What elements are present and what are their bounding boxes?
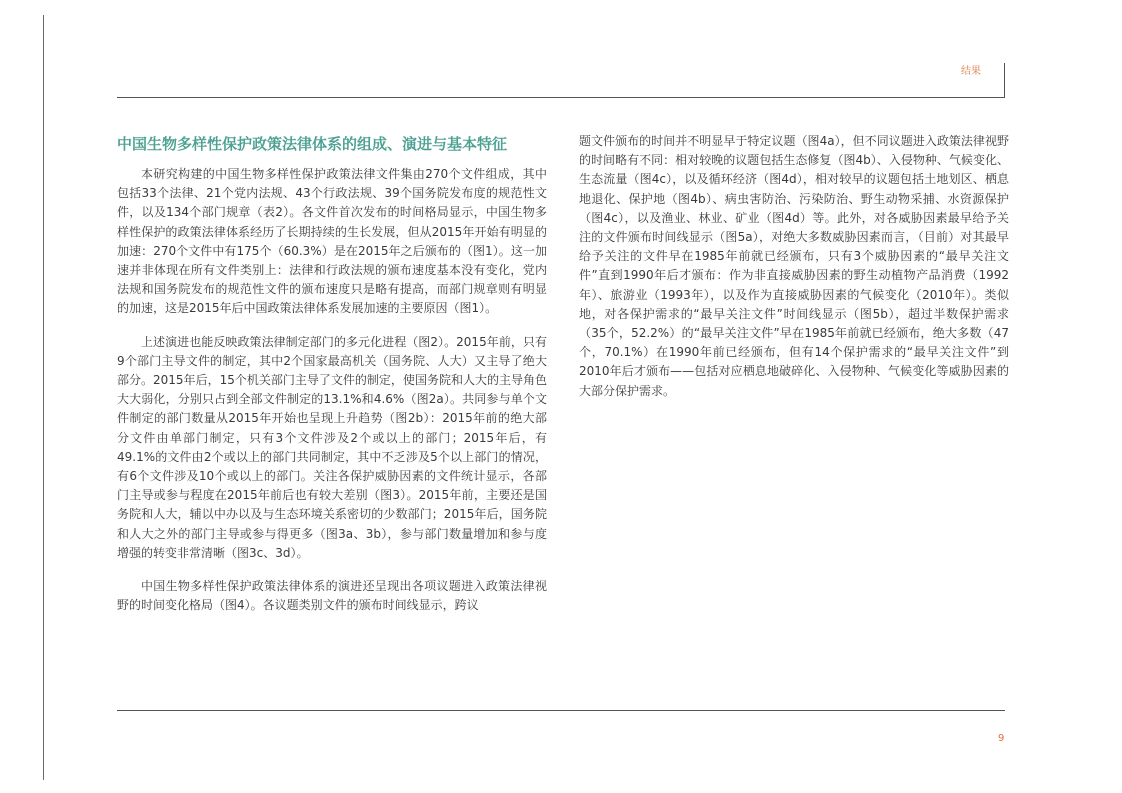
binding-line	[43, 15, 44, 780]
footer-rule	[117, 710, 1005, 711]
left-column	[117, 132, 547, 629]
page-number: 9	[998, 733, 1005, 744]
section-title: 中国生物多样性保护政策法律体系的组成、演进与基本特征	[117, 135, 508, 153]
body-paragraph: 题文件颁布的时间并不明显早于特定议题（图4a），但不同议题进入政策法律视野的时间略有不同：相对较晚的议题包括生态修复（图4b）、入侵物种、气候变化、生态流量（图4c），以及循环经济（图4d），相对较早的议题包括土地划区、栖息地退化、保护地（图4b）、病虫害防治、污染防治、野生动物采捕、水资源保护（图4c），以及渔业、林业、矿业（图4d）等。此外，对各威胁因素最早给予关注的文件颁布时间线显示（图5a），对绝大多数威胁因素而言，（目前）对其最早给予关注的文件早在1985年前就已经颁布，只有3个威胁因素的“最早关注文件”直到1990年后才颁布：作为非直接威胁因素的野生动植物产品消费（1992年）、旅游业（1993年），以及作为直接威胁因素的气候变化（2010年）。类似地，对各保护需求的“最早关注文件”时间线显示（图5b），超过半数保护需求（35个，52.2%）的“最早关注文件”早在1985年前就已经颁布，绝大多数（47个，70.1%）在1990年前已经颁布，但有14个保护需求的“最早关注文件”到2010年后才颁布——包括对应栖息地破碎化、入侵物种、气候变化等威胁因素的大部分保护需求。	[579, 134, 1009, 398]
header-tick	[1004, 63, 1005, 98]
running-header: 结果	[961, 66, 981, 77]
right-column	[579, 132, 1009, 415]
body-paragraph: 本研究构建的中国生物多样性保护政策法律文件集由270个文件组成，其中包括33个法律、21个党内法规、43个行政法规、39个国务院发布度的规范性文件，以及134个部门规章（表2）。各文件首次发布的时间格局显示，中国生物多样性保护的政策法律体系经历了长期持续的生长发展，但从2015年开始有明显的加速：270个文件中有175个（60.3%）是在2015年之后颁布的（图1）。这一加速并非体现在所有文件类别上：法律和行政法规的颁布速度基本没有变化，党内法规和国务院发布的规范性文件的颁布速度只是略有提高，而部门规章则有明显的加速，这是2015年后中国政策法律体系发展加速的主要原因（图1）。	[117, 167, 547, 316]
header-rule	[117, 97, 1005, 98]
body-paragraph: 上述演进也能反映政策法律制定部门的多元化进程（图2）。2015年前，只有9个部门主导文件的制定，其中2个国家最高机关（国务院、人大）又主导了绝大部分。2015年后，15个机关部门主导了文件的制定，使国务院和人大的主导角色大大弱化，分别只占到全部文件制定的13.1%和4.6%（图2a）。共同参与单个文件制定的部门数量从2015年开始也呈现上升趋势（图2b）：2015年前的绝大部分文件由单部门制定，只有3个文件涉及2个或以上的部门；2015年后，有49.1%的文件由2个或以上的部门共同制定，其中不乏涉及5个以上部门的情况，有6个文件涉及10个或以上的部门。关注各保护威胁因素的文件统计显示，各部门主导或参与程度在2015年前后也有较大差别（图3）。2015年前，主要还是国务院和人大，辅以中办以及与生态环境关系密切的少数部门；2015年后，国务院和人大之外的部门主导或参与得更多（图3a、3b），参与部门数量增加和参与度增强的转变非常清晰（图3c、3d）。	[117, 334, 547, 560]
body-paragraph: 中国生物多样性保护政策法律体系的演进还呈现出各项议题进入政策法律视野的时间变化格局（图4）。各议题类别文件的颁布时间线显示，跨议	[117, 579, 547, 613]
